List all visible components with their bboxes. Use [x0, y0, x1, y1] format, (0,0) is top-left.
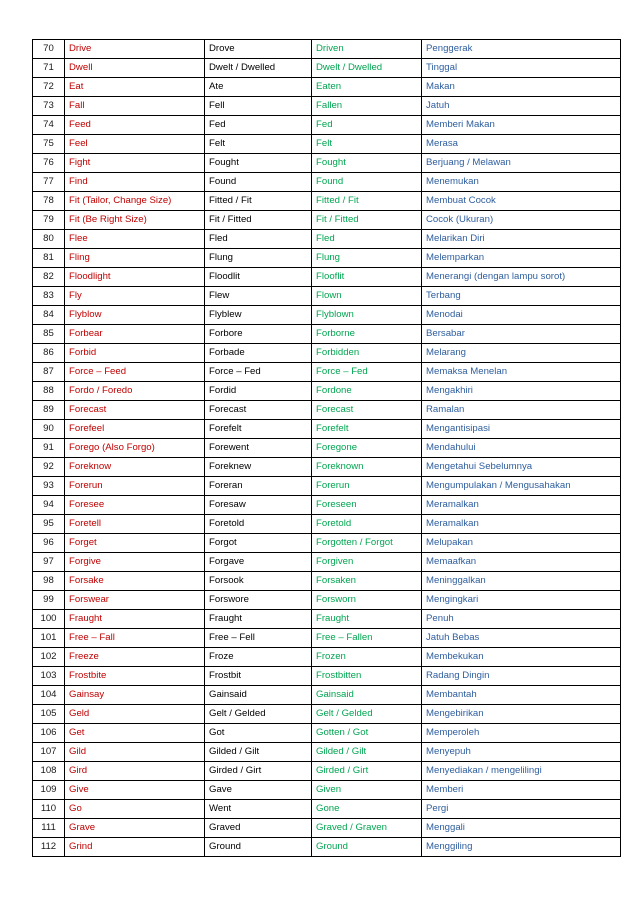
verb-past-tense: Ate: [205, 78, 312, 97]
verb-base-form: Feel: [65, 135, 205, 154]
table-row: [33, 401, 621, 420]
verb-base-form: Grind: [65, 838, 205, 857]
verb-meaning: Makan: [422, 78, 621, 97]
verb-meaning: Penuh: [422, 610, 621, 629]
row-number: 91: [33, 439, 65, 458]
row-number: 97: [33, 553, 65, 572]
table-row: [33, 306, 621, 325]
verb-past-participle: Fraught: [312, 610, 422, 629]
verb-past-tense: Found: [205, 173, 312, 192]
verb-meaning: Melupakan: [422, 534, 621, 553]
table-row: [33, 135, 621, 154]
table-row: [33, 97, 621, 116]
row-number: 100: [33, 610, 65, 629]
verb-past-participle: Frostbitten: [312, 667, 422, 686]
row-number: 102: [33, 648, 65, 667]
verb-past-participle: Forsworn: [312, 591, 422, 610]
table-row: [33, 116, 621, 135]
row-number: 105: [33, 705, 65, 724]
verb-past-tense: Gave: [205, 781, 312, 800]
row-number: 96: [33, 534, 65, 553]
verb-meaning: Membekukan: [422, 648, 621, 667]
verb-meaning: Jatuh: [422, 97, 621, 116]
row-number: 71: [33, 59, 65, 78]
verb-past-tense: Fordid: [205, 382, 312, 401]
verb-past-tense: Drove: [205, 40, 312, 59]
verb-past-participle: Girded / Girt: [312, 762, 422, 781]
verb-base-form: Gainsay: [65, 686, 205, 705]
verb-past-tense: Fit / Fitted: [205, 211, 312, 230]
row-number: 86: [33, 344, 65, 363]
verb-base-form: Free – Fall: [65, 629, 205, 648]
row-number: 87: [33, 363, 65, 382]
verb-base-form: Feed: [65, 116, 205, 135]
irregular-verb-table: [32, 39, 621, 857]
table-row: [33, 534, 621, 553]
verb-meaning: Mengakhiri: [422, 382, 621, 401]
verb-past-participle: Flyblown: [312, 306, 422, 325]
table-row: [33, 705, 621, 724]
table-row: [33, 743, 621, 762]
row-number: 103: [33, 667, 65, 686]
row-number: 79: [33, 211, 65, 230]
verb-past-tense: Forecast: [205, 401, 312, 420]
verb-base-form: Fight: [65, 154, 205, 173]
verb-past-tense: Fought: [205, 154, 312, 173]
verb-past-tense: Flung: [205, 249, 312, 268]
verb-past-participle: Forecast: [312, 401, 422, 420]
row-number: 83: [33, 287, 65, 306]
verb-meaning: Membuat Cocok: [422, 192, 621, 211]
verb-past-participle: Fallen: [312, 97, 422, 116]
table-row: [33, 819, 621, 838]
table-row: [33, 40, 621, 59]
verb-past-participle: Flung: [312, 249, 422, 268]
verb-base-form: Force – Feed: [65, 363, 205, 382]
table-row: [33, 515, 621, 534]
verb-past-participle: Free – Fallen: [312, 629, 422, 648]
verb-past-participle: Eaten: [312, 78, 422, 97]
verb-base-form: Forefeel: [65, 420, 205, 439]
table-row: [33, 363, 621, 382]
verb-past-tense: Went: [205, 800, 312, 819]
row-number: 82: [33, 268, 65, 287]
row-number: 110: [33, 800, 65, 819]
verb-past-participle: Forborne: [312, 325, 422, 344]
verb-base-form: Frostbite: [65, 667, 205, 686]
verb-base-form: Fly: [65, 287, 205, 306]
row-number: 112: [33, 838, 65, 857]
verb-meaning: Cocok (Ukuran): [422, 211, 621, 230]
verb-base-form: Forecast: [65, 401, 205, 420]
table-row: [33, 686, 621, 705]
verb-base-form: Fordo / Foredo: [65, 382, 205, 401]
row-number: 108: [33, 762, 65, 781]
verb-meaning: Memperoleh: [422, 724, 621, 743]
verb-past-tense: Fraught: [205, 610, 312, 629]
row-number: 109: [33, 781, 65, 800]
verb-past-tense: Got: [205, 724, 312, 743]
row-number: 75: [33, 135, 65, 154]
verb-meaning: Melarang: [422, 344, 621, 363]
verb-base-form: Dwell: [65, 59, 205, 78]
verb-past-participle: Gainsaid: [312, 686, 422, 705]
verb-meaning: Memaafkan: [422, 553, 621, 572]
verb-past-tense: Fled: [205, 230, 312, 249]
verb-base-form: Go: [65, 800, 205, 819]
verb-past-tense: Forefelt: [205, 420, 312, 439]
table-row: [33, 249, 621, 268]
verb-past-tense: Forbore: [205, 325, 312, 344]
verb-past-tense: Gelt / Gelded: [205, 705, 312, 724]
verb-past-participle: Flooflit: [312, 268, 422, 287]
verb-meaning: Mengebirikan: [422, 705, 621, 724]
verb-base-form: Gild: [65, 743, 205, 762]
table-row: [33, 477, 621, 496]
verb-base-form: Find: [65, 173, 205, 192]
table-row: [33, 610, 621, 629]
verb-past-participle: Fled: [312, 230, 422, 249]
verb-base-form: Forbid: [65, 344, 205, 363]
verb-base-form: Fit (Tailor, Change Size): [65, 192, 205, 211]
row-number: 84: [33, 306, 65, 325]
verb-past-participle: Foreseen: [312, 496, 422, 515]
row-number: 99: [33, 591, 65, 610]
verb-meaning: Penggerak: [422, 40, 621, 59]
verb-base-form: Fit (Be Right Size): [65, 211, 205, 230]
row-number: 104: [33, 686, 65, 705]
table-row: [33, 648, 621, 667]
row-number: 88: [33, 382, 65, 401]
verb-base-form: Foreknow: [65, 458, 205, 477]
verb-meaning: Berjuang / Melawan: [422, 154, 621, 173]
verb-past-participle: Gelt / Gelded: [312, 705, 422, 724]
verb-base-form: Fling: [65, 249, 205, 268]
verb-meaning: Bersabar: [422, 325, 621, 344]
verb-past-tense: Foreran: [205, 477, 312, 496]
verb-base-form: Forswear: [65, 591, 205, 610]
verb-meaning: Mengetahui Sebelumnya: [422, 458, 621, 477]
verb-meaning: Memberi: [422, 781, 621, 800]
verb-past-participle: Fit / Fitted: [312, 211, 422, 230]
verb-base-form: Grave: [65, 819, 205, 838]
table-row: [33, 382, 621, 401]
row-number: 89: [33, 401, 65, 420]
row-number: 90: [33, 420, 65, 439]
verb-meaning: Mengumpulakan / Mengusahakan: [422, 477, 621, 496]
verb-past-tense: Dwelt / Dwelled: [205, 59, 312, 78]
verb-base-form: Foretell: [65, 515, 205, 534]
verb-past-tense: Forbade: [205, 344, 312, 363]
row-number: 93: [33, 477, 65, 496]
verb-meaning: Memaksa Menelan: [422, 363, 621, 382]
verb-past-participle: Found: [312, 173, 422, 192]
verb-past-participle: Graved / Graven: [312, 819, 422, 838]
row-number: 95: [33, 515, 65, 534]
verb-base-form: Forego (Also Forgo): [65, 439, 205, 458]
verb-base-form: Forgive: [65, 553, 205, 572]
row-number: 72: [33, 78, 65, 97]
verb-past-tense: Forgot: [205, 534, 312, 553]
row-number: 70: [33, 40, 65, 59]
verb-past-tense: Gilded / Gilt: [205, 743, 312, 762]
verb-past-tense: Floodlit: [205, 268, 312, 287]
row-number: 78: [33, 192, 65, 211]
verb-past-participle: Driven: [312, 40, 422, 59]
verb-past-participle: Forgotten / Forgot: [312, 534, 422, 553]
verb-meaning: Meramalkan: [422, 496, 621, 515]
verb-meaning: Menyediakan / mengelilingi: [422, 762, 621, 781]
verb-meaning: Pergi: [422, 800, 621, 819]
table-row: [33, 154, 621, 173]
verb-base-form: Drive: [65, 40, 205, 59]
row-number: 111: [33, 819, 65, 838]
verb-past-participle: Forefelt: [312, 420, 422, 439]
verb-meaning: Meninggalkan: [422, 572, 621, 591]
row-number: 107: [33, 743, 65, 762]
table-row: [33, 192, 621, 211]
verb-past-tense: Fell: [205, 97, 312, 116]
verb-base-form: Flee: [65, 230, 205, 249]
row-number: 94: [33, 496, 65, 515]
verb-past-participle: Dwelt / Dwelled: [312, 59, 422, 78]
verb-past-tense: Forsook: [205, 572, 312, 591]
verb-table-body: [33, 40, 621, 857]
verb-past-participle: Foretold: [312, 515, 422, 534]
table-row: [33, 667, 621, 686]
verb-past-tense: Flew: [205, 287, 312, 306]
table-row: [33, 78, 621, 97]
verb-meaning: Menggali: [422, 819, 621, 838]
table-row: [33, 344, 621, 363]
verb-past-tense: Foreknew: [205, 458, 312, 477]
verb-past-participle: Forgiven: [312, 553, 422, 572]
row-number: 80: [33, 230, 65, 249]
table-row: [33, 762, 621, 781]
verb-past-tense: Flyblew: [205, 306, 312, 325]
verb-base-form: Floodlight: [65, 268, 205, 287]
table-row: [33, 572, 621, 591]
verb-base-form: Fall: [65, 97, 205, 116]
verb-past-participle: Force – Fed: [312, 363, 422, 382]
table-row: [33, 800, 621, 819]
table-row: [33, 724, 621, 743]
verb-meaning: Menyepuh: [422, 743, 621, 762]
row-number: 92: [33, 458, 65, 477]
verb-meaning: Radang Dingin: [422, 667, 621, 686]
verb-meaning: Melemparkan: [422, 249, 621, 268]
verb-base-form: Forget: [65, 534, 205, 553]
verb-past-tense: Forewent: [205, 439, 312, 458]
verb-past-tense: Fed: [205, 116, 312, 135]
verb-past-participle: Flown: [312, 287, 422, 306]
table-row: [33, 591, 621, 610]
verb-meaning: Menggiling: [422, 838, 621, 857]
verb-meaning: Mendahului: [422, 439, 621, 458]
verb-meaning: Meramalkan: [422, 515, 621, 534]
verb-past-participle: Frozen: [312, 648, 422, 667]
row-number: 76: [33, 154, 65, 173]
row-number: 73: [33, 97, 65, 116]
verb-base-form: Eat: [65, 78, 205, 97]
row-number: 81: [33, 249, 65, 268]
verb-meaning: Mengingkari: [422, 591, 621, 610]
row-number: 77: [33, 173, 65, 192]
verb-past-tense: Girded / Girt: [205, 762, 312, 781]
verb-base-form: Forerun: [65, 477, 205, 496]
verb-meaning: Ramalan: [422, 401, 621, 420]
verb-past-tense: Graved: [205, 819, 312, 838]
table-row: [33, 781, 621, 800]
verb-past-participle: Given: [312, 781, 422, 800]
verb-past-participle: Foregone: [312, 439, 422, 458]
row-number: 106: [33, 724, 65, 743]
table-row: [33, 553, 621, 572]
table-row: [33, 629, 621, 648]
row-number: 85: [33, 325, 65, 344]
verb-meaning: Menerangi (dengan lampu sorot): [422, 268, 621, 287]
verb-past-tense: Forgave: [205, 553, 312, 572]
verb-past-tense: Frostbit: [205, 667, 312, 686]
table-row: [33, 458, 621, 477]
verb-past-tense: Felt: [205, 135, 312, 154]
row-number: 74: [33, 116, 65, 135]
row-number: 101: [33, 629, 65, 648]
verb-past-participle: Fought: [312, 154, 422, 173]
table-row: [33, 173, 621, 192]
verb-past-tense: Fitted / Fit: [205, 192, 312, 211]
verb-base-form: Gird: [65, 762, 205, 781]
verb-base-form: Give: [65, 781, 205, 800]
verb-past-tense: Free – Fell: [205, 629, 312, 648]
verb-past-participle: Foreknown: [312, 458, 422, 477]
verb-meaning: Tinggal: [422, 59, 621, 78]
verb-base-form: Foresee: [65, 496, 205, 515]
verb-meaning: Memberi Makan: [422, 116, 621, 135]
verb-past-participle: Fed: [312, 116, 422, 135]
verb-base-form: Geld: [65, 705, 205, 724]
table-row: [33, 420, 621, 439]
verb-meaning: Terbang: [422, 287, 621, 306]
verb-base-form: Get: [65, 724, 205, 743]
verb-past-tense: Froze: [205, 648, 312, 667]
verb-past-tense: Foresaw: [205, 496, 312, 515]
verb-past-participle: Fitted / Fit: [312, 192, 422, 211]
verb-meaning: Jatuh Bebas: [422, 629, 621, 648]
verb-past-tense: Forswore: [205, 591, 312, 610]
verb-base-form: Fraught: [65, 610, 205, 629]
table-row: [33, 268, 621, 287]
table-row: [33, 211, 621, 230]
table-row: [33, 496, 621, 515]
verb-meaning: Menodai: [422, 306, 621, 325]
verb-past-participle: Gilded / Gilt: [312, 743, 422, 762]
table-row: [33, 838, 621, 857]
table-row: [33, 59, 621, 78]
verb-past-participle: Fordone: [312, 382, 422, 401]
verb-past-participle: Forsaken: [312, 572, 422, 591]
verb-base-form: Forsake: [65, 572, 205, 591]
table-row: [33, 325, 621, 344]
row-number: 98: [33, 572, 65, 591]
table-row: [33, 439, 621, 458]
verb-past-tense: Force – Fed: [205, 363, 312, 382]
verb-past-participle: Gone: [312, 800, 422, 819]
verb-base-form: Flyblow: [65, 306, 205, 325]
verb-base-form: Freeze: [65, 648, 205, 667]
verb-meaning: Mengantisipasi: [422, 420, 621, 439]
verb-meaning: Membantah: [422, 686, 621, 705]
verb-past-participle: Forbidden: [312, 344, 422, 363]
verb-past-participle: Forerun: [312, 477, 422, 496]
verb-meaning: Merasa: [422, 135, 621, 154]
verb-past-tense: Foretold: [205, 515, 312, 534]
table-row: [33, 230, 621, 249]
verb-base-form: Forbear: [65, 325, 205, 344]
verb-meaning: Melarikan Diri: [422, 230, 621, 249]
verb-past-participle: Ground: [312, 838, 422, 857]
table-row: [33, 287, 621, 306]
verb-past-tense: Gainsaid: [205, 686, 312, 705]
verb-past-participle: Felt: [312, 135, 422, 154]
verb-meaning: Menemukan: [422, 173, 621, 192]
verb-past-participle: Gotten / Got: [312, 724, 422, 743]
verb-past-tense: Ground: [205, 838, 312, 857]
